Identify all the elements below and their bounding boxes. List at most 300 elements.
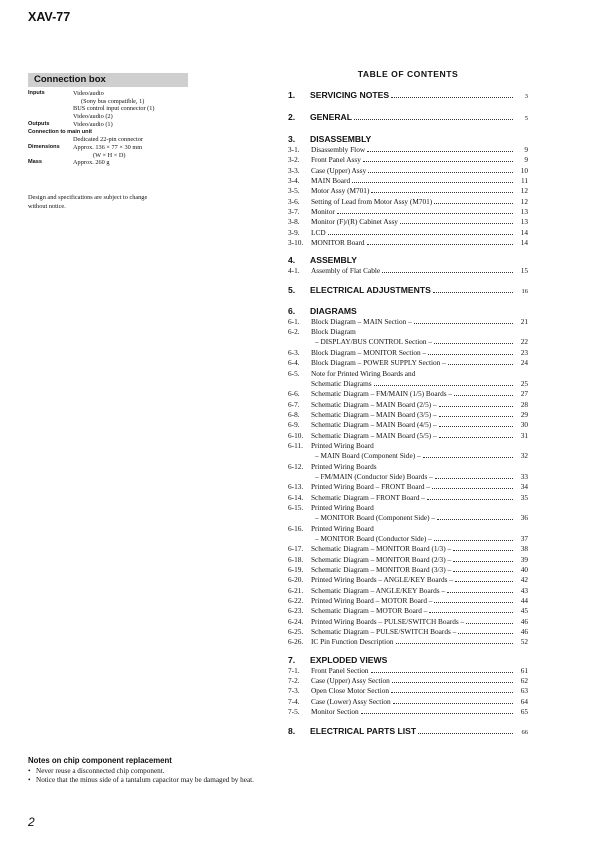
toc-entry[interactable] xyxy=(288,207,528,217)
toc-page-number: 30 xyxy=(520,420,528,430)
toc-entry[interactable] xyxy=(288,389,528,399)
toc-entry-title: Printed Wiring Board xyxy=(311,502,374,512)
toc-entry[interactable] xyxy=(288,348,528,358)
toc-page-number: 13 xyxy=(520,217,528,227)
toc-entry-title: Front Panel Section xyxy=(311,665,369,675)
toc-entry-title: – MONITOR Board (Conductor Side) – xyxy=(315,534,432,543)
toc-entry[interactable] xyxy=(288,369,528,379)
toc-leader-dots xyxy=(453,571,513,572)
toc-entry[interactable] xyxy=(288,379,528,389)
toc-entry-number: 7-4. xyxy=(288,696,300,706)
toc-leader-dots xyxy=(432,488,513,489)
toc-entry-number: 3-9. xyxy=(288,227,300,237)
spec-label: Inputs xyxy=(28,90,45,96)
spec-label: Outputs xyxy=(28,120,50,127)
toc-section-number: 8. xyxy=(288,725,296,736)
spec-label xyxy=(28,113,73,121)
toc-leader-dots xyxy=(337,213,513,214)
toc-entry-title: Schematic Diagrams xyxy=(311,378,372,388)
toc-leader-dots xyxy=(453,550,513,551)
toc-section-heading[interactable] xyxy=(288,90,528,101)
toc-page-number: 10 xyxy=(520,165,528,175)
toc-section-heading[interactable] xyxy=(288,306,528,317)
spec-row xyxy=(28,90,193,98)
toc-section-gap xyxy=(288,277,528,285)
toc-entry-number: 6-15. xyxy=(288,502,304,512)
model-name: XAV-77 xyxy=(28,10,71,24)
toc-entry[interactable] xyxy=(288,197,528,207)
toc-page-number: 12 xyxy=(520,196,528,206)
toc-page-number: 38 xyxy=(520,544,528,554)
toc-section-gap xyxy=(288,737,528,740)
toc-leader-dots xyxy=(361,713,513,714)
toc-entry-number: 6-26. xyxy=(288,637,304,647)
toc-section-heading[interactable] xyxy=(288,285,528,296)
toc-entry-number: 6-18. xyxy=(288,554,304,564)
toc-entry-title: Schematic Diagram – MONITOR Board (2/3) – xyxy=(311,554,452,564)
toc-entry-title: Printed Wiring Board – MOTOR Board – xyxy=(311,596,433,606)
toc-entry-title: Printed Wiring Board – FRONT Board – xyxy=(311,482,431,492)
toc-entry-title: Setting of Lead from Motor Assy (M701) xyxy=(311,196,433,206)
note-item: • Notice that the minus side of a tantalum capacitor may be damaged by heat. xyxy=(28,776,278,785)
toc-entry-title: Printed Wiring Boards – ANGLE/KEY Boards – xyxy=(311,575,453,585)
toc-entry-number: 6-11. xyxy=(288,440,303,450)
toc-entry-title: Printed Wiring Board xyxy=(311,440,374,450)
toc-entry[interactable] xyxy=(288,596,528,606)
toc-page-number: 40 xyxy=(520,565,528,575)
toc-page-number: 34 xyxy=(520,482,528,492)
toc-entry[interactable] xyxy=(288,217,528,227)
toc-page-number: 28 xyxy=(520,399,528,409)
toc-entry-title: Schematic Diagram – FRONT Board – xyxy=(311,492,425,502)
toc-entry[interactable] xyxy=(288,266,528,276)
toc-entry-number: 3-4. xyxy=(288,176,300,186)
spec-value: Video/audio (1) xyxy=(73,120,113,128)
toc-leader-dots xyxy=(439,426,513,427)
spec-label: Dimensions xyxy=(28,143,60,150)
toc-entry-number: 3-8. xyxy=(288,217,300,227)
toc-entry[interactable] xyxy=(288,238,528,248)
spec-value: Approx. 260 g xyxy=(73,159,110,167)
toc-leader-dots xyxy=(435,478,513,479)
toc-section-heading[interactable] xyxy=(288,134,528,145)
toc-entry[interactable] xyxy=(288,697,528,707)
toc-section-heading[interactable] xyxy=(288,655,528,666)
spec-label xyxy=(28,152,73,160)
spec-value: (W × H × D) xyxy=(93,151,126,159)
toc-entry[interactable] xyxy=(288,513,528,523)
toc-entry[interactable] xyxy=(288,441,528,451)
toc-page-number: 29 xyxy=(520,409,528,419)
toc-entry-title: MONITOR Board xyxy=(311,238,365,248)
spec-value: Dedicated 22-pin connector xyxy=(73,136,143,144)
toc-entry[interactable] xyxy=(288,544,528,554)
toc-section-heading[interactable] xyxy=(288,112,528,123)
toc-section-number: 2. xyxy=(288,112,296,122)
toc-leader-dots xyxy=(367,151,513,152)
toc-entry-title: Block Diagram – POWER SUPPLY Section – xyxy=(311,358,446,368)
toc-section-gap xyxy=(288,718,528,726)
toc-entry-number: 3-10. xyxy=(288,238,304,248)
spec-row xyxy=(28,136,193,144)
toc-leader-dots xyxy=(434,343,513,344)
toc-entry-number: 3-1. xyxy=(288,145,300,154)
toc-title: TABLE OF CONTENTS xyxy=(357,69,459,79)
spec-group-heading: Connection to main unit xyxy=(28,128,93,135)
toc-entry[interactable] xyxy=(288,606,528,616)
spec-label xyxy=(28,105,73,113)
toc-entry[interactable] xyxy=(288,166,528,176)
toc-leader-dots xyxy=(466,623,513,624)
toc-entry[interactable] xyxy=(288,503,528,513)
toc-entry-title: Block Diagram xyxy=(311,327,356,337)
toc-section-gap xyxy=(288,296,528,306)
toc-leader-dots xyxy=(434,602,513,603)
toc-page-number: 9 xyxy=(524,145,528,154)
spec-label xyxy=(28,98,73,106)
toc-entry-number: 6-1. xyxy=(288,316,300,326)
toc-leader-dots xyxy=(391,692,513,693)
toc-leader-dots xyxy=(439,416,513,417)
toc-page-number: 46 xyxy=(520,616,528,626)
toc-entry-title: Schematic Diagram – MONITOR Board (3/3) – xyxy=(311,565,452,575)
toc-entry-title: MAIN Board xyxy=(311,176,351,186)
toc-entry-title: Block Diagram – MAIN Section – xyxy=(311,316,412,326)
toc-page-number: 31 xyxy=(520,430,528,440)
toc-section-gap xyxy=(288,248,528,255)
toc-entry-title: – DISPLAY/BUS CONTROL Section – xyxy=(315,337,433,347)
toc-leader-dots xyxy=(458,633,513,634)
toc-section-gap xyxy=(288,101,528,112)
toc-entry-number: 6-3. xyxy=(288,347,300,357)
spec-row xyxy=(28,121,193,129)
toc-entry-number: 6-7. xyxy=(288,399,300,409)
toc-entry-number: 6-5. xyxy=(288,368,300,378)
toc-entry[interactable] xyxy=(288,155,528,165)
toc-section-title: ASSEMBLY xyxy=(310,255,357,266)
toc-page-number: 63 xyxy=(520,686,528,696)
toc-entry[interactable] xyxy=(288,186,528,196)
toc-entry-number: 6-25. xyxy=(288,627,304,637)
toc-page-number: 36 xyxy=(520,513,528,523)
toc-entry[interactable] xyxy=(288,617,528,627)
toc-entry[interactable] xyxy=(288,176,528,186)
toc-entry[interactable] xyxy=(288,666,528,676)
toc-leader-dots xyxy=(414,323,513,324)
toc-leader-dots xyxy=(429,612,513,613)
toc-entry-number: 6-20. xyxy=(288,575,304,585)
toc-entry-title: Case (Upper) Assy Section xyxy=(311,676,390,686)
toc-entry[interactable] xyxy=(288,400,528,410)
toc-entry-title: LCD xyxy=(311,227,326,237)
spec-value: Approx. 136 × 77 × 30 mm xyxy=(73,143,143,151)
spec-value: Video/audio xyxy=(73,90,104,97)
toc-leader-dots xyxy=(354,119,513,120)
toc-page-number: 24 xyxy=(520,358,528,368)
toc-entry-title: Schematic Diagram – PULSE/SWITCH Boards – xyxy=(311,627,457,637)
toc-entry-number: 6-22. xyxy=(288,596,304,606)
toc-entry[interactable] xyxy=(288,337,528,347)
table-of-contents xyxy=(288,90,528,740)
toc-leader-dots xyxy=(453,561,513,562)
toc-entry[interactable] xyxy=(288,627,528,637)
toc-entry-number: 6-2. xyxy=(288,327,300,337)
toc-entry[interactable] xyxy=(288,420,528,430)
toc-page-number: 65 xyxy=(520,707,528,717)
toc-entry[interactable] xyxy=(288,524,528,534)
toc-leader-dots xyxy=(374,385,513,386)
toc-leader-dots xyxy=(433,292,513,293)
toc-section-gap xyxy=(288,123,528,134)
toc-entry-number: 6-9. xyxy=(288,420,300,430)
toc-entry-title: Note for Printed Wiring Boards and xyxy=(311,368,416,378)
toc-leader-dots xyxy=(439,406,513,407)
toc-section-number: 7. xyxy=(288,654,296,665)
toc-entry-number: 3-2. xyxy=(288,155,300,165)
toc-entry-number: 3-6. xyxy=(288,196,300,206)
toc-entry[interactable] xyxy=(288,575,528,585)
toc-leader-dots xyxy=(396,643,514,644)
toc-leader-dots xyxy=(454,395,513,396)
toc-page-number: 64 xyxy=(520,696,528,706)
spec-value: BUS control input connector (1) xyxy=(73,105,155,113)
connection-box-specs xyxy=(28,90,193,167)
toc-entry-number: 3-7. xyxy=(288,207,300,217)
toc-entry-title: – MONITOR Board (Component Side) – xyxy=(315,513,436,523)
toc-section-title: EXPLODED VIEWS xyxy=(310,654,388,665)
toc-section-title: ELECTRICAL ADJUSTMENTS xyxy=(310,284,431,295)
spec-row xyxy=(28,98,193,106)
toc-entry-number: 7-3. xyxy=(288,686,300,696)
toc-entry-number: 6-6. xyxy=(288,389,300,399)
toc-page-number: 16 xyxy=(521,287,528,295)
toc-page-number: 46 xyxy=(520,627,528,637)
toc-entry-number: 6-21. xyxy=(288,585,304,595)
spec-row xyxy=(28,152,193,160)
toc-section-number: 1. xyxy=(288,90,296,100)
toc-page-number: 15 xyxy=(520,266,528,276)
toc-section-gap xyxy=(288,648,528,655)
toc-section-title: DISASSEMBLY xyxy=(310,134,372,144)
toc-page-number: 12 xyxy=(520,186,528,196)
toc-page-number: 21 xyxy=(520,316,528,326)
design-change-notice: Design and specifications are subject to change without notice. xyxy=(28,194,148,210)
toc-section-heading[interactable] xyxy=(288,255,528,266)
toc-leader-dots xyxy=(368,172,513,173)
connection-box-heading: Connection box xyxy=(28,73,188,87)
toc-entry[interactable] xyxy=(288,534,528,544)
page-number: 2 xyxy=(28,815,35,829)
toc-entry-number: 6-8. xyxy=(288,409,300,419)
toc-entry-number: 6-24. xyxy=(288,616,304,626)
toc-leader-dots xyxy=(367,244,513,245)
toc-entry[interactable] xyxy=(288,707,528,717)
spec-row xyxy=(28,159,193,167)
spec-value: (Sony bus compatible, 1) xyxy=(81,97,145,105)
spec-row xyxy=(28,144,193,152)
toc-leader-dots xyxy=(428,354,513,355)
toc-section-number: 3. xyxy=(288,134,296,144)
toc-page-number: 22 xyxy=(520,337,528,347)
toc-entry[interactable] xyxy=(288,472,528,482)
toc-entry-title: – MAIN Board (Component Side) – xyxy=(315,451,421,461)
toc-entry-number: 6-17. xyxy=(288,544,304,554)
toc-section-number: 6. xyxy=(288,305,296,316)
toc-entry-title: Printed Wiring Boards – PULSE/SWITCH Boards – xyxy=(311,616,465,626)
toc-page-number: 9 xyxy=(524,155,528,165)
toc-page-number: 52 xyxy=(520,637,528,647)
toc-entry-title: Front Panel Assy xyxy=(311,155,361,165)
toc-entry[interactable] xyxy=(288,637,528,647)
toc-leader-dots xyxy=(455,581,513,582)
toc-page-number: 14 xyxy=(520,238,528,248)
toc-page-number: 45 xyxy=(520,606,528,616)
toc-leader-dots xyxy=(434,540,513,541)
toc-page-number: 37 xyxy=(520,534,528,543)
spec-label: Mass xyxy=(28,159,42,166)
toc-entry[interactable] xyxy=(288,317,528,327)
spec-value: Video/audio (2) xyxy=(73,113,113,121)
toc-page-number: 3 xyxy=(524,93,528,100)
toc-leader-dots xyxy=(371,192,513,193)
toc-entry[interactable] xyxy=(288,586,528,596)
toc-section-title: ELECTRICAL PARTS LIST xyxy=(310,725,417,736)
toc-entry-number: 6-19. xyxy=(288,565,304,575)
toc-page-number: 25 xyxy=(520,378,528,388)
toc-leader-dots xyxy=(448,364,513,365)
toc-entry-number: 7-2. xyxy=(288,676,300,686)
toc-page-number: 33 xyxy=(520,471,528,481)
toc-leader-dots xyxy=(328,234,513,235)
note-item: • Never reuse a disconnected chip component. xyxy=(28,767,278,776)
toc-page-number: 11 xyxy=(520,176,528,186)
toc-section-number: 5. xyxy=(288,284,296,295)
toc-entry[interactable] xyxy=(288,327,528,337)
toc-leader-dots xyxy=(392,682,513,683)
toc-section-heading[interactable] xyxy=(288,726,528,737)
toc-entry-number: 3-3. xyxy=(288,165,300,175)
toc-entry-number: 6-10. xyxy=(288,430,304,440)
toc-leader-dots xyxy=(423,457,513,458)
toc-entry-title: Monitor Section xyxy=(311,707,359,717)
toc-page-number: 61 xyxy=(520,665,528,675)
toc-entry[interactable] xyxy=(288,451,528,461)
toc-leader-dots xyxy=(434,203,513,204)
toc-page-number: 42 xyxy=(520,575,528,585)
toc-entry[interactable] xyxy=(288,228,528,238)
toc-entry[interactable] xyxy=(288,565,528,575)
spec-row xyxy=(28,105,193,113)
toc-section-number: 4. xyxy=(288,255,296,266)
toc-page-number: 14 xyxy=(520,227,528,237)
toc-page-number: 66 xyxy=(521,728,528,736)
toc-entry-title: IC Pin Function Description xyxy=(311,637,394,647)
toc-entry-title: Schematic Diagram – MAIN Board (5/5) – xyxy=(311,430,437,440)
toc-leader-dots xyxy=(400,223,513,224)
toc-entry[interactable] xyxy=(288,358,528,368)
toc-leader-dots xyxy=(363,161,513,162)
toc-entry-title: Disassembly Flow xyxy=(311,145,366,154)
toc-entry-title: Open Close Motor Section xyxy=(311,686,390,696)
toc-entry-title: – FM/MAIN (Conductor Side) Boards – xyxy=(315,471,433,481)
toc-entry[interactable] xyxy=(288,410,528,420)
toc-leader-dots xyxy=(393,703,513,704)
toc-entry[interactable] xyxy=(288,493,528,503)
toc-leader-dots xyxy=(382,272,513,273)
toc-entry-title: Case (Lower) Assy Section xyxy=(311,696,391,706)
toc-page-number: 32 xyxy=(520,451,528,461)
toc-entry-title: Monitor (F)/(R) Cabinet Assy xyxy=(311,217,398,227)
toc-page-number: 39 xyxy=(520,554,528,564)
notes-heading: Notes on chip component replacement xyxy=(28,756,172,765)
toc-entry-number: 7-1. xyxy=(288,665,300,675)
toc-page-number: 44 xyxy=(520,596,528,606)
toc-page-number: 27 xyxy=(520,389,528,399)
toc-entry-title: Assembly of Flat Cable xyxy=(311,266,381,276)
toc-entry-title: Monitor xyxy=(311,207,335,217)
toc-section-title: SERVICING NOTES xyxy=(310,90,390,100)
toc-page-number: 35 xyxy=(520,492,528,502)
toc-entry[interactable] xyxy=(288,431,528,441)
toc-entry-number: 6-23. xyxy=(288,606,304,616)
toc-entry-title: Schematic Diagram – ANGLE/KEY Boards – xyxy=(311,585,446,595)
toc-leader-dots xyxy=(371,672,513,673)
toc-entry-title: Schematic Diagram – MAIN Board (3/5) – xyxy=(311,409,437,419)
toc-entry-title: Case (Upper) Assy xyxy=(311,165,367,175)
toc-page-number: 13 xyxy=(520,207,528,217)
toc-entry-title: Schematic Diagram – FM/MAIN (1/5) Boards – xyxy=(311,389,453,399)
toc-entry-number: 6-14. xyxy=(288,492,304,502)
toc-entry-number: 4-1. xyxy=(288,266,300,276)
toc-entry[interactable] xyxy=(288,462,528,472)
toc-page-number: 62 xyxy=(520,676,528,686)
spec-row xyxy=(28,113,193,121)
toc-entry[interactable] xyxy=(288,686,528,696)
spec-label xyxy=(28,136,73,144)
toc-entry-title: Motor Assy (M701) xyxy=(311,186,370,196)
toc-entry-title: Printed Wiring Boards xyxy=(311,461,377,471)
toc-entry[interactable] xyxy=(288,482,528,492)
toc-leader-dots xyxy=(437,519,513,520)
toc-entry-number: 6-12. xyxy=(288,461,304,471)
toc-leader-dots xyxy=(352,182,513,183)
toc-page-number: 5 xyxy=(524,115,528,122)
toc-leader-dots xyxy=(439,437,513,438)
toc-entry[interactable] xyxy=(288,145,528,155)
toc-leader-dots xyxy=(391,97,513,98)
toc-entry-title: Printed Wiring Board xyxy=(311,523,374,533)
toc-leader-dots xyxy=(447,592,513,593)
toc-entry-number: 3-5. xyxy=(288,186,300,196)
toc-entry-title: Schematic Diagram – MONITOR Board (1/3) – xyxy=(311,544,452,554)
toc-entry[interactable] xyxy=(288,676,528,686)
toc-entry-title: Schematic Diagram – MAIN Board (2/5) – xyxy=(311,399,437,409)
toc-entry-number: 6-16. xyxy=(288,523,304,533)
toc-entry-title: Schematic Diagram – MOTOR Board – xyxy=(311,606,428,616)
toc-entry[interactable] xyxy=(288,555,528,565)
toc-entry-number: 6-4. xyxy=(288,358,300,368)
toc-leader-dots xyxy=(427,499,513,500)
toc-entry-title: Block Diagram – MONITOR Section – xyxy=(311,347,427,357)
toc-section-title: DIAGRAMS xyxy=(310,305,357,316)
toc-leader-dots xyxy=(418,733,513,734)
toc-entry-number: 7-5. xyxy=(288,707,300,717)
toc-section-title: GENERAL xyxy=(310,112,353,122)
toc-entry-number: 6-13. xyxy=(288,482,304,492)
toc-page-number: 23 xyxy=(520,347,528,357)
toc-page-number: 43 xyxy=(520,585,528,595)
notes-list xyxy=(28,767,278,785)
